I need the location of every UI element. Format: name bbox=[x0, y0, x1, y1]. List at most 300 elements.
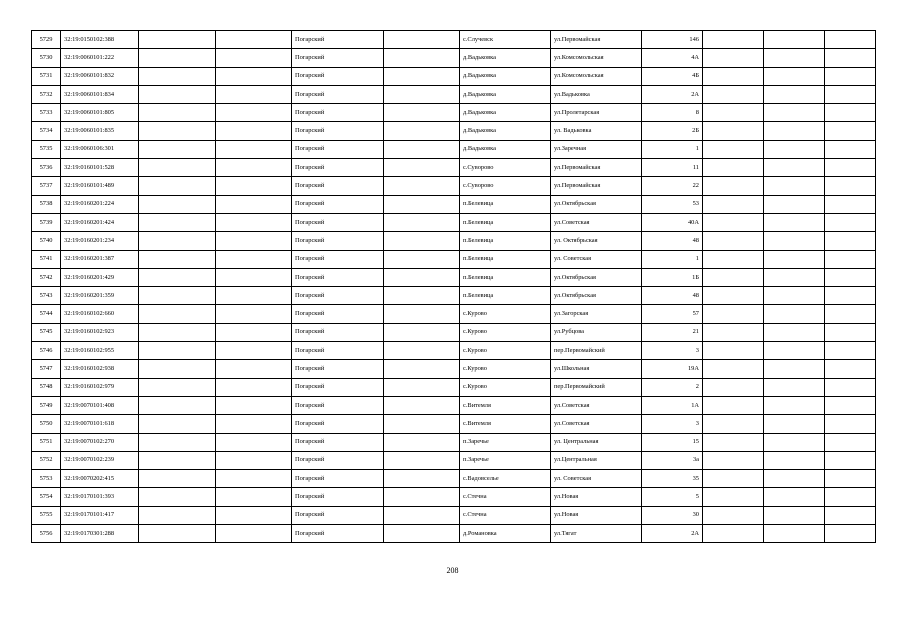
row-number-cell: 5737 bbox=[32, 177, 61, 195]
house-number-cell: 2Б bbox=[642, 122, 703, 140]
table-row bbox=[32, 49, 876, 67]
settlement-cell: с.Витемля bbox=[460, 415, 551, 433]
empty-cell bbox=[216, 67, 292, 85]
settlement-cell: с.Витемля bbox=[460, 396, 551, 414]
empty-cell bbox=[216, 451, 292, 469]
empty-cell bbox=[825, 250, 876, 268]
house-number-cell: 15 bbox=[642, 433, 703, 451]
empty-cell bbox=[139, 268, 216, 286]
settlement-cell: п.Заречье bbox=[460, 451, 551, 469]
row-number-cell: 5730 bbox=[32, 49, 61, 67]
empty-cell bbox=[384, 323, 460, 341]
empty-cell bbox=[139, 140, 216, 158]
cadastral-number-cell: 32:19:0150102:388 bbox=[61, 31, 139, 49]
empty-cell bbox=[139, 49, 216, 67]
empty-cell bbox=[216, 31, 292, 49]
empty-cell bbox=[384, 488, 460, 506]
empty-cell bbox=[139, 31, 216, 49]
empty-cell bbox=[703, 378, 764, 396]
settlement-cell: п.Белевица bbox=[460, 268, 551, 286]
empty-cell bbox=[216, 122, 292, 140]
empty-cell bbox=[384, 506, 460, 524]
street-cell: ул. Центральная bbox=[551, 433, 642, 451]
district-cell: Погарский bbox=[292, 470, 384, 488]
row-number-cell: 5750 bbox=[32, 415, 61, 433]
row-number-cell: 5740 bbox=[32, 232, 61, 250]
empty-cell bbox=[216, 342, 292, 360]
street-cell: ул.Тягат bbox=[551, 525, 642, 543]
empty-cell bbox=[139, 122, 216, 140]
street-cell: ул.Загорская bbox=[551, 305, 642, 323]
house-number-cell: 2 bbox=[642, 378, 703, 396]
house-number-cell: 57 bbox=[642, 305, 703, 323]
table-row bbox=[32, 232, 876, 250]
house-number-cell: 1А bbox=[642, 396, 703, 414]
empty-cell bbox=[216, 213, 292, 231]
house-number-cell: 1Б bbox=[642, 268, 703, 286]
empty-cell bbox=[216, 415, 292, 433]
empty-cell bbox=[384, 232, 460, 250]
empty-cell bbox=[139, 506, 216, 524]
empty-cell bbox=[825, 213, 876, 231]
empty-cell bbox=[384, 451, 460, 469]
empty-cell bbox=[825, 104, 876, 122]
empty-cell bbox=[384, 470, 460, 488]
table-row bbox=[32, 323, 876, 341]
settlement-cell: с.Случевск bbox=[460, 31, 551, 49]
district-cell: Погарский bbox=[292, 360, 384, 378]
house-number-cell: 8 bbox=[642, 104, 703, 122]
street-cell: ул.Вадьковка bbox=[551, 85, 642, 103]
street-cell: ул.Пролетарская bbox=[551, 104, 642, 122]
empty-cell bbox=[764, 268, 825, 286]
house-number-cell: 35 bbox=[642, 470, 703, 488]
settlement-cell: п.Заречье bbox=[460, 433, 551, 451]
table-row bbox=[32, 159, 876, 177]
empty-cell bbox=[764, 378, 825, 396]
empty-cell bbox=[384, 31, 460, 49]
row-number-cell: 5733 bbox=[32, 104, 61, 122]
street-cell: ул. Советская bbox=[551, 470, 642, 488]
empty-cell bbox=[384, 415, 460, 433]
empty-cell bbox=[139, 159, 216, 177]
district-cell: Погарский bbox=[292, 525, 384, 543]
district-cell: Погарский bbox=[292, 433, 384, 451]
table-row bbox=[32, 451, 876, 469]
empty-cell bbox=[216, 323, 292, 341]
empty-cell bbox=[139, 488, 216, 506]
empty-cell bbox=[825, 287, 876, 305]
empty-cell bbox=[139, 177, 216, 195]
house-number-cell: 19А bbox=[642, 360, 703, 378]
empty-cell bbox=[764, 360, 825, 378]
street-cell: ул.Октябрьская bbox=[551, 268, 642, 286]
empty-cell bbox=[384, 177, 460, 195]
settlement-cell: с.Курово bbox=[460, 378, 551, 396]
empty-cell bbox=[825, 232, 876, 250]
empty-cell bbox=[764, 177, 825, 195]
cadastral-number-cell: 32:19:0070102:239 bbox=[61, 451, 139, 469]
row-number-cell: 5748 bbox=[32, 378, 61, 396]
cadastral-number-cell: 32:19:0070101:408 bbox=[61, 396, 139, 414]
settlement-cell: д.Вадьковка bbox=[460, 67, 551, 85]
settlement-cell: д.Романовка bbox=[460, 525, 551, 543]
settlement-cell: д.Вадьковка bbox=[460, 49, 551, 67]
empty-cell bbox=[139, 525, 216, 543]
house-number-cell: 5 bbox=[642, 488, 703, 506]
street-cell: ул.Новая bbox=[551, 488, 642, 506]
empty-cell bbox=[703, 506, 764, 524]
row-number-cell: 5743 bbox=[32, 287, 61, 305]
row-number-cell: 5752 bbox=[32, 451, 61, 469]
empty-cell bbox=[703, 49, 764, 67]
settlement-cell: д.Вадьковка bbox=[460, 85, 551, 103]
district-cell: Погарский bbox=[292, 268, 384, 286]
district-cell: Погарский bbox=[292, 122, 384, 140]
row-number-cell: 5729 bbox=[32, 31, 61, 49]
settlement-cell: п.Белевица bbox=[460, 287, 551, 305]
settlement-cell: с.Вадовселье bbox=[460, 470, 551, 488]
empty-cell bbox=[384, 104, 460, 122]
empty-cell bbox=[764, 342, 825, 360]
empty-cell bbox=[825, 433, 876, 451]
empty-cell bbox=[139, 213, 216, 231]
house-number-cell: 22 bbox=[642, 177, 703, 195]
empty-cell bbox=[216, 232, 292, 250]
empty-cell bbox=[703, 122, 764, 140]
empty-cell bbox=[703, 305, 764, 323]
empty-cell bbox=[139, 104, 216, 122]
empty-cell bbox=[216, 378, 292, 396]
district-cell: Погарский bbox=[292, 232, 384, 250]
cadastral-number-cell: 32:19:0160102:979 bbox=[61, 378, 139, 396]
cadastral-number-cell: 32:19:0160201:234 bbox=[61, 232, 139, 250]
district-cell: Погарский bbox=[292, 451, 384, 469]
empty-cell bbox=[825, 122, 876, 140]
empty-cell bbox=[764, 213, 825, 231]
table-row bbox=[32, 305, 876, 323]
register-table bbox=[31, 30, 876, 543]
empty-cell bbox=[139, 85, 216, 103]
cadastral-number-cell: 32:19:0160101:528 bbox=[61, 159, 139, 177]
street-cell: пер.Первомайский bbox=[551, 342, 642, 360]
empty-cell bbox=[703, 488, 764, 506]
empty-cell bbox=[139, 67, 216, 85]
empty-cell bbox=[703, 342, 764, 360]
row-number-cell: 5736 bbox=[32, 159, 61, 177]
empty-cell bbox=[825, 488, 876, 506]
empty-cell bbox=[139, 396, 216, 414]
house-number-cell: 21 bbox=[642, 323, 703, 341]
street-cell: ул.Первомайская bbox=[551, 159, 642, 177]
row-number-cell: 5753 bbox=[32, 470, 61, 488]
empty-cell bbox=[825, 525, 876, 543]
empty-cell bbox=[703, 525, 764, 543]
empty-cell bbox=[825, 67, 876, 85]
empty-cell bbox=[764, 31, 825, 49]
cadastral-number-cell: 32:19:0160201:429 bbox=[61, 268, 139, 286]
row-number-cell: 5735 bbox=[32, 140, 61, 158]
empty-cell bbox=[825, 268, 876, 286]
empty-cell bbox=[384, 360, 460, 378]
settlement-cell: с.Курово bbox=[460, 342, 551, 360]
row-number-cell: 5742 bbox=[32, 268, 61, 286]
row-number-cell: 5739 bbox=[32, 213, 61, 231]
empty-cell bbox=[825, 85, 876, 103]
empty-cell bbox=[139, 323, 216, 341]
table-row bbox=[32, 342, 876, 360]
district-cell: Погарский bbox=[292, 506, 384, 524]
empty-cell bbox=[825, 415, 876, 433]
empty-cell bbox=[216, 525, 292, 543]
cadastral-number-cell: 32:19:0060101:835 bbox=[61, 122, 139, 140]
cadastral-number-cell: 32:19:0160101:489 bbox=[61, 177, 139, 195]
cadastral-number-cell: 32:19:0060101:834 bbox=[61, 85, 139, 103]
table-row bbox=[32, 195, 876, 213]
table-row bbox=[32, 470, 876, 488]
empty-cell bbox=[216, 85, 292, 103]
empty-cell bbox=[216, 49, 292, 67]
empty-cell bbox=[384, 213, 460, 231]
empty-cell bbox=[703, 85, 764, 103]
empty-cell bbox=[216, 506, 292, 524]
empty-cell bbox=[139, 415, 216, 433]
empty-cell bbox=[825, 396, 876, 414]
empty-cell bbox=[384, 268, 460, 286]
house-number-cell: 53 bbox=[642, 195, 703, 213]
empty-cell bbox=[216, 195, 292, 213]
empty-cell bbox=[216, 104, 292, 122]
empty-cell bbox=[764, 140, 825, 158]
district-cell: Погарский bbox=[292, 140, 384, 158]
empty-cell bbox=[703, 451, 764, 469]
house-number-cell: 30 bbox=[642, 506, 703, 524]
settlement-cell: с.Суворово bbox=[460, 177, 551, 195]
empty-cell bbox=[703, 287, 764, 305]
settlement-cell: д.Вадьковка bbox=[460, 104, 551, 122]
cadastral-number-cell: 32:19:0160102:660 bbox=[61, 305, 139, 323]
empty-cell bbox=[825, 49, 876, 67]
settlement-cell: п.Белевица bbox=[460, 213, 551, 231]
empty-cell bbox=[139, 342, 216, 360]
empty-cell bbox=[764, 451, 825, 469]
house-number-cell: 11 bbox=[642, 159, 703, 177]
empty-cell bbox=[139, 305, 216, 323]
table-row bbox=[32, 287, 876, 305]
street-cell: ул.Октябрьская bbox=[551, 195, 642, 213]
cadastral-number-cell: 32:19:0160201:224 bbox=[61, 195, 139, 213]
cadastral-number-cell: 32:19:0060106:301 bbox=[61, 140, 139, 158]
empty-cell bbox=[764, 232, 825, 250]
empty-cell bbox=[139, 378, 216, 396]
empty-cell bbox=[384, 287, 460, 305]
cadastral-number-cell: 32:19:0070101:618 bbox=[61, 415, 139, 433]
street-cell: ул.Заречная bbox=[551, 140, 642, 158]
district-cell: Погарский bbox=[292, 104, 384, 122]
empty-cell bbox=[825, 360, 876, 378]
cadastral-number-cell: 32:19:0070202:415 bbox=[61, 470, 139, 488]
cadastral-number-cell: 32:19:0170301:288 bbox=[61, 525, 139, 543]
table-row bbox=[32, 67, 876, 85]
house-number-cell: 2А bbox=[642, 525, 703, 543]
cadastral-number-cell: 32:19:0060101:832 bbox=[61, 67, 139, 85]
empty-cell bbox=[216, 140, 292, 158]
row-number-cell: 5738 bbox=[32, 195, 61, 213]
empty-cell bbox=[384, 122, 460, 140]
empty-cell bbox=[764, 49, 825, 67]
district-cell: Погарский bbox=[292, 85, 384, 103]
cadastral-number-cell: 32:19:0160102:938 bbox=[61, 360, 139, 378]
table-row bbox=[32, 378, 876, 396]
empty-cell bbox=[825, 451, 876, 469]
empty-cell bbox=[825, 323, 876, 341]
empty-cell bbox=[764, 159, 825, 177]
empty-cell bbox=[139, 232, 216, 250]
street-cell: ул.Первомайская bbox=[551, 31, 642, 49]
empty-cell bbox=[703, 159, 764, 177]
empty-cell bbox=[703, 268, 764, 286]
street-cell: ул.Школьная bbox=[551, 360, 642, 378]
empty-cell bbox=[703, 195, 764, 213]
settlement-cell: с.Курово bbox=[460, 305, 551, 323]
house-number-cell: 3 bbox=[642, 342, 703, 360]
house-number-cell: 4А bbox=[642, 49, 703, 67]
settlement-cell: п.Белевица bbox=[460, 250, 551, 268]
row-number-cell: 5751 bbox=[32, 433, 61, 451]
row-number-cell: 5734 bbox=[32, 122, 61, 140]
street-cell: ул.Октябрьская bbox=[551, 287, 642, 305]
district-cell: Погарский bbox=[292, 159, 384, 177]
district-cell: Погарский bbox=[292, 213, 384, 231]
table-row bbox=[32, 104, 876, 122]
empty-cell bbox=[139, 287, 216, 305]
row-number-cell: 5732 bbox=[32, 85, 61, 103]
empty-cell bbox=[825, 177, 876, 195]
empty-cell bbox=[384, 250, 460, 268]
table-row bbox=[32, 140, 876, 158]
district-cell: Погарский bbox=[292, 305, 384, 323]
cadastral-number-cell: 32:19:0170101:417 bbox=[61, 506, 139, 524]
empty-cell bbox=[764, 67, 825, 85]
table-row bbox=[32, 250, 876, 268]
empty-cell bbox=[216, 159, 292, 177]
empty-cell bbox=[825, 506, 876, 524]
cadastral-number-cell: 32:19:0160201:424 bbox=[61, 213, 139, 231]
row-number-cell: 5746 bbox=[32, 342, 61, 360]
street-cell: ул. Советская bbox=[551, 250, 642, 268]
empty-cell bbox=[764, 323, 825, 341]
empty-cell bbox=[139, 470, 216, 488]
page-number: 208 bbox=[446, 566, 459, 575]
row-number-cell: 5754 bbox=[32, 488, 61, 506]
empty-cell bbox=[384, 305, 460, 323]
empty-cell bbox=[216, 488, 292, 506]
empty-cell bbox=[703, 67, 764, 85]
cadastral-number-cell: 32:19:0160102:955 bbox=[61, 342, 139, 360]
district-cell: Погарский bbox=[292, 378, 384, 396]
empty-cell bbox=[384, 140, 460, 158]
empty-cell bbox=[764, 415, 825, 433]
street-cell: ул.Новая bbox=[551, 506, 642, 524]
empty-cell bbox=[703, 396, 764, 414]
empty-cell bbox=[703, 360, 764, 378]
empty-cell bbox=[384, 396, 460, 414]
empty-cell bbox=[764, 470, 825, 488]
cadastral-number-cell: 32:19:0160201:387 bbox=[61, 250, 139, 268]
settlement-cell: п.Белевица bbox=[460, 195, 551, 213]
row-number-cell: 5741 bbox=[32, 250, 61, 268]
empty-cell bbox=[825, 31, 876, 49]
table-row bbox=[32, 506, 876, 524]
district-cell: Погарский bbox=[292, 67, 384, 85]
district-cell: Погарский bbox=[292, 287, 384, 305]
row-number-cell: 5756 bbox=[32, 525, 61, 543]
empty-cell bbox=[216, 287, 292, 305]
row-number-cell: 5749 bbox=[32, 396, 61, 414]
empty-cell bbox=[216, 177, 292, 195]
empty-cell bbox=[384, 85, 460, 103]
register-body bbox=[32, 31, 876, 543]
house-number-cell: 40А bbox=[642, 213, 703, 231]
empty-cell bbox=[216, 470, 292, 488]
district-cell: Погарский bbox=[292, 415, 384, 433]
district-cell: Погарский bbox=[292, 488, 384, 506]
empty-cell bbox=[703, 415, 764, 433]
table-row bbox=[32, 268, 876, 286]
row-number-cell: 5731 bbox=[32, 67, 61, 85]
empty-cell bbox=[384, 433, 460, 451]
street-cell: ул.Комсомольская bbox=[551, 67, 642, 85]
empty-cell bbox=[764, 488, 825, 506]
empty-cell bbox=[825, 342, 876, 360]
empty-cell bbox=[703, 232, 764, 250]
district-cell: Погарский bbox=[292, 177, 384, 195]
empty-cell bbox=[703, 213, 764, 231]
table-row bbox=[32, 360, 876, 378]
empty-cell bbox=[384, 159, 460, 177]
street-cell: ул.Советская bbox=[551, 415, 642, 433]
empty-cell bbox=[216, 268, 292, 286]
street-cell: ул.Советская bbox=[551, 396, 642, 414]
settlement-cell: с.Курово bbox=[460, 323, 551, 341]
empty-cell bbox=[764, 122, 825, 140]
cadastral-number-cell: 32:19:0170101:393 bbox=[61, 488, 139, 506]
district-cell: Погарский bbox=[292, 31, 384, 49]
house-number-cell: 3 bbox=[642, 415, 703, 433]
district-cell: Погарский bbox=[292, 49, 384, 67]
cadastral-number-cell: 32:19:0070102:270 bbox=[61, 433, 139, 451]
table-row bbox=[32, 31, 876, 49]
table-row bbox=[32, 433, 876, 451]
empty-cell bbox=[139, 451, 216, 469]
street-cell: ул. Октябрьская bbox=[551, 232, 642, 250]
house-number-cell: 48 bbox=[642, 232, 703, 250]
empty-cell bbox=[216, 433, 292, 451]
street-cell: ул.Центральная bbox=[551, 451, 642, 469]
cadastral-number-cell: 32:19:0060101:805 bbox=[61, 104, 139, 122]
empty-cell bbox=[216, 250, 292, 268]
empty-cell bbox=[825, 378, 876, 396]
empty-cell bbox=[764, 396, 825, 414]
street-cell: ул.Комсомольская bbox=[551, 49, 642, 67]
empty-cell bbox=[703, 433, 764, 451]
table-row bbox=[32, 177, 876, 195]
cadastral-number-cell: 32:19:0160201:359 bbox=[61, 287, 139, 305]
table-row bbox=[32, 396, 876, 414]
empty-cell bbox=[139, 195, 216, 213]
empty-cell bbox=[703, 470, 764, 488]
house-number-cell: 2А bbox=[642, 85, 703, 103]
